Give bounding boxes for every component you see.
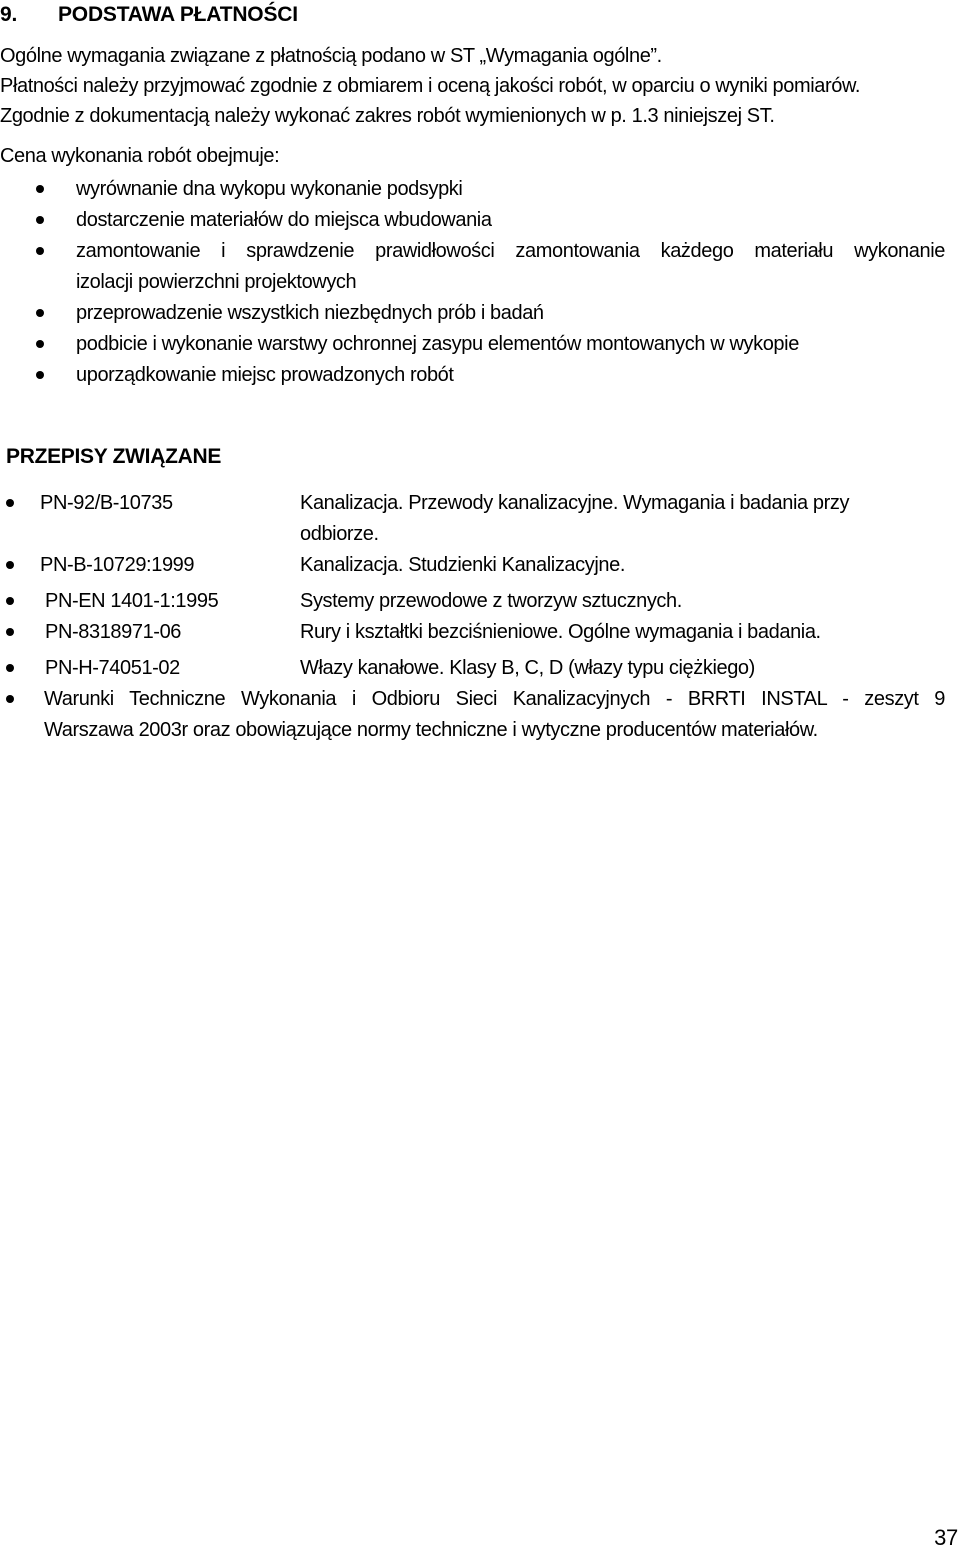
- section-heading: [0, 3, 298, 27]
- list-item: [0, 205, 945, 236]
- regulation-final-line: Warunki Techniczne Wykonania i Odbioru Sieci Kanalizacyjnych - BRRTI INSTAL - zeszyt 9: [44, 688, 945, 710]
- regulation-description: Systemy przewodowe z tworzyw sztucznych.: [300, 590, 682, 612]
- regulation-row: [0, 653, 945, 684]
- section-number: 9.: [0, 3, 18, 26]
- list-item-text: zamontowanie i sprawdzenie prawidłowości zamontowania każdego materiału wykonanie: [76, 240, 945, 262]
- regulation-description: Włazy kanałowe. Klasy B, C, D (włazy typu ciężkiego): [300, 657, 755, 679]
- intro-line: Płatności należy przyjmować zgodnie z obmiarem i oceną jakości robót, w oparciu o wyniki pomiarów.: [0, 75, 861, 97]
- regulation-code: PN-H-74051-02: [45, 657, 180, 679]
- bullet-icon: [36, 185, 44, 193]
- regulation-row: [0, 550, 945, 586]
- bullet-icon: [6, 664, 14, 672]
- bullet-icon: [36, 371, 44, 379]
- regulation-row: [0, 617, 945, 653]
- bullet-icon: [36, 340, 44, 348]
- scope-title: Cena wykonania robót obejmuje:: [0, 145, 280, 167]
- list-item: [0, 298, 945, 329]
- list-item: [0, 329, 945, 360]
- list-item-text: przeprowadzenie wszystkich niezbędnych prób i badań: [76, 302, 544, 324]
- bullet-icon: [36, 216, 44, 224]
- regulation-code: PN-EN 1401-1:1995: [45, 590, 219, 612]
- regulation-row-final: [0, 684, 945, 746]
- intro-line: Ogólne wymagania związane z płatnością podano w ST „Wymagania ogólne”.: [0, 45, 662, 67]
- list-item: [0, 360, 945, 391]
- list-item-text-continued: izolacji powierzchni projektowych: [76, 271, 357, 293]
- page-number: 37: [934, 1525, 958, 1550]
- intro-line: Zgodnie z dokumentacją należy wykonać zakres robót wymienionych w p. 1.3 niniejszej ST.: [0, 105, 775, 127]
- regulation-row: [0, 488, 945, 550]
- regulation-code: PN-B-10729:1999: [40, 554, 195, 576]
- regulations-heading: PRZEPISY ZWIĄZANE: [6, 445, 222, 468]
- regulation-description: Rury i kształtki bezciśnieniowe. Ogólne wymagania i badania.: [300, 621, 821, 643]
- bullet-icon: [36, 309, 44, 317]
- regulation-code: PN-92/B-10735: [40, 492, 173, 514]
- bullet-icon: [6, 695, 14, 703]
- regulations-list: [0, 488, 945, 746]
- regulation-description: Kanalizacja. Przewody kanalizacyjne. Wymagania i badania przy odbiorze.: [300, 492, 850, 545]
- list-item-text: dostarczenie materiałów do miejsca wbudowania: [76, 209, 492, 231]
- regulation-row: [0, 586, 945, 617]
- regulation-description: Kanalizacja. Studzienki Kanalizacyjne.: [300, 554, 625, 576]
- bullet-icon: [6, 597, 14, 605]
- intro-paragraph: [0, 41, 960, 131]
- regulation-code: PN-8318971-06: [45, 621, 182, 643]
- list-item-text: podbicie i wykonanie warstwy ochronnej zasypu elementów montowanych w wykopie: [76, 333, 799, 355]
- bullet-icon: [6, 561, 14, 569]
- bullet-icon: [6, 499, 14, 507]
- scope-list: [0, 174, 945, 391]
- list-item: [0, 236, 945, 298]
- list-item: [0, 174, 945, 205]
- list-item-text: uporządkowanie miejsc prowadzonych robót: [76, 364, 454, 386]
- regulation-final-line-continued: Warszawa 2003r oraz obowiązujące normy techniczne i wytyczne producentów materiałów.: [44, 719, 818, 741]
- bullet-icon: [36, 247, 44, 255]
- list-item-text: wyrównanie dna wykopu wykonanie podsypki: [76, 178, 463, 200]
- bullet-icon: [6, 628, 14, 636]
- section-title: PODSTAWA PŁATNOŚCI: [58, 3, 298, 26]
